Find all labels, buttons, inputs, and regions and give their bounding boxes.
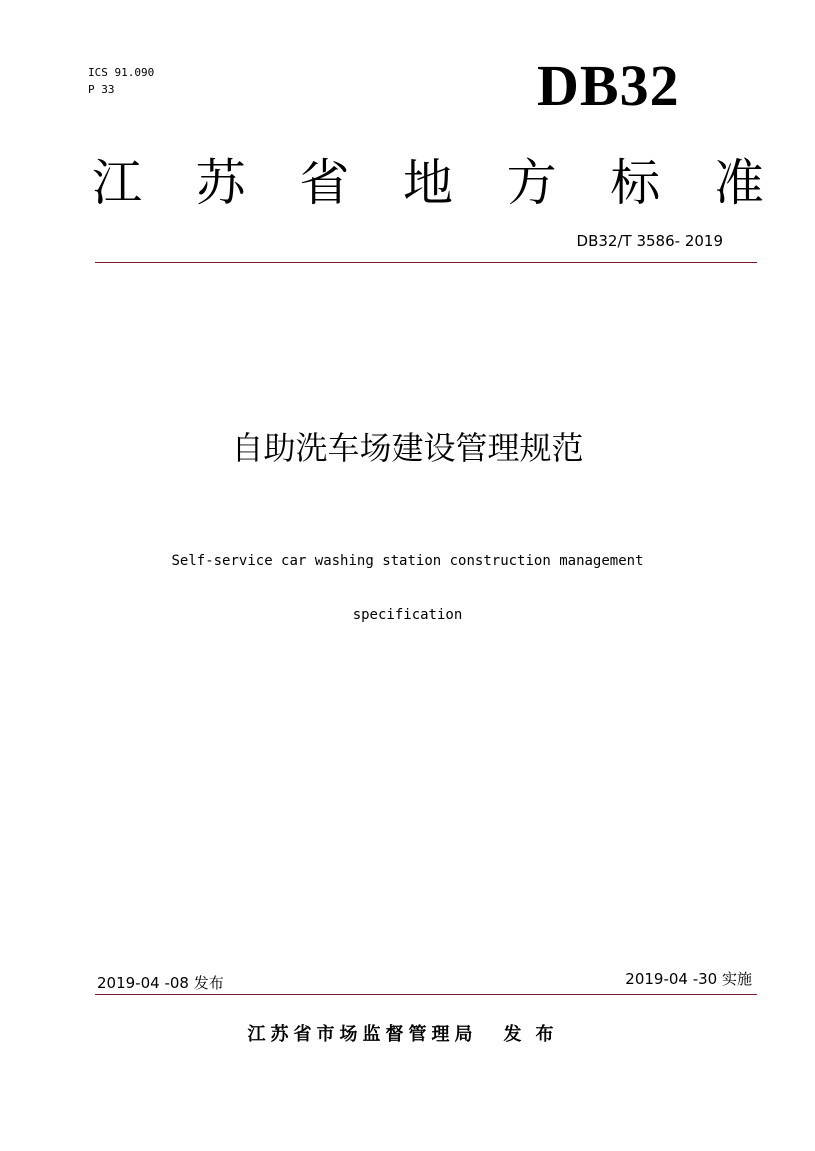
ccs-code: P 33: [88, 83, 115, 96]
standard-type-char: 方: [506, 154, 557, 212]
standard-type-char: 苏: [195, 154, 246, 212]
standard-type-char: 标: [610, 154, 661, 212]
document-title-cn: 自助洗车场建设管理规范: [231, 429, 584, 467]
implementation-date: 2019-04 -30 实施: [625, 970, 752, 988]
document-title-en-line1: Self-service car washing station construction management: [171, 553, 644, 569]
standard-type-char: 省: [299, 154, 350, 212]
bottom-divider: [95, 994, 757, 995]
top-divider: [95, 262, 757, 263]
standard-type-char: 地: [402, 154, 453, 212]
publisher-organization: 江苏省市场监督管理局: [247, 1024, 478, 1045]
standard-type-title: [92, 148, 764, 218]
issue-date: 2019-04 -08 发布: [97, 974, 224, 992]
classification-codes: [88, 64, 154, 98]
document-title-en-line2: specification: [352, 607, 463, 623]
standard-type-char: 江: [92, 154, 142, 212]
db-logo: DB32: [537, 53, 680, 118]
standard-type-char: 准: [713, 154, 764, 212]
publisher-action: 发布: [503, 1024, 568, 1045]
ics-code: ICS 91.090: [88, 66, 155, 79]
publisher-line: [0, 1022, 815, 1048]
standard-number: DB32/T 3586- 2019: [576, 232, 723, 250]
